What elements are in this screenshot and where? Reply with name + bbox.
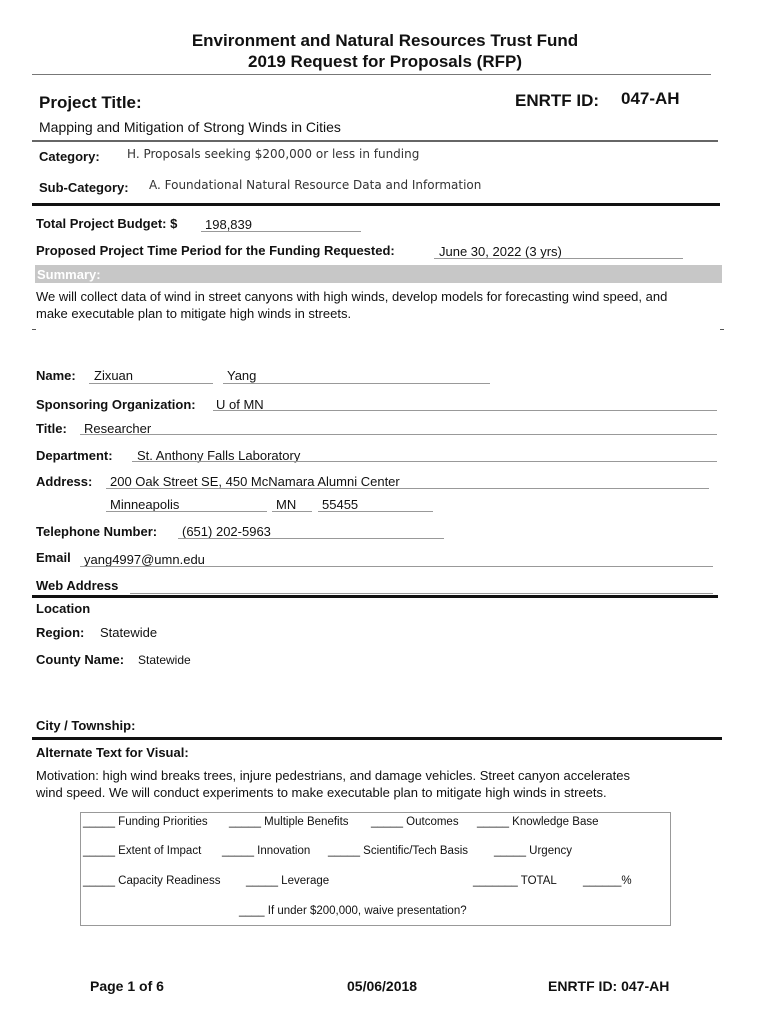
footer-enrtf-id: ENRTF ID: 047-AH xyxy=(548,978,670,994)
address-underline xyxy=(106,488,709,489)
phone-underline xyxy=(178,538,444,539)
budget-value: 198,839 xyxy=(205,217,252,232)
email-label: Email xyxy=(36,550,71,565)
category-label: Category: xyxy=(39,149,100,164)
email-value: yang4997@umn.edu xyxy=(84,552,205,567)
web-address-label: Web Address xyxy=(36,578,119,593)
zip-value: 55455 xyxy=(322,497,359,512)
budget-underline xyxy=(201,231,361,232)
email-underline xyxy=(80,566,713,567)
org-underline xyxy=(213,410,717,411)
subcategory-label: Sub-Category: xyxy=(39,180,129,195)
location-heading: Location xyxy=(36,601,91,616)
region-value: Statewide xyxy=(100,625,158,640)
first-name-value: Zixuan xyxy=(94,368,134,383)
criteria-percent: ______% xyxy=(583,875,632,887)
criteria-extent-of-impact: _____ Extent of Impact xyxy=(83,845,202,857)
org-value: U of MN xyxy=(216,397,264,412)
category-rule xyxy=(32,203,720,206)
enrtf-id-label: ENRTF ID: xyxy=(515,91,600,110)
period-underline xyxy=(434,258,683,259)
address-label: Address: xyxy=(36,474,93,489)
county-label: County Name: xyxy=(36,652,125,667)
alt-text-label: Alternate Text for Visual: xyxy=(36,745,189,760)
footer-page-number: Page 1 of 6 xyxy=(90,978,164,994)
criteria-innovation: _____ Innovation xyxy=(222,845,311,857)
period-value: June 30, 2022 (3 yrs) xyxy=(439,244,562,259)
project-title-label: Project Title: xyxy=(39,93,142,112)
criteria-capacity-readiness: _____ Capacity Readiness xyxy=(83,875,221,887)
summary-tick-left xyxy=(32,329,36,330)
contact-rule xyxy=(32,595,718,598)
category-value: H. Proposals seeking $200,000 or less in funding xyxy=(127,147,420,161)
summary-tick-right xyxy=(720,329,724,330)
department-label: Department: xyxy=(36,448,113,463)
criteria-leverage: _____ Leverage xyxy=(246,875,330,887)
criteria-scientific-basis: _____ Scientific/Tech Basis xyxy=(328,845,468,857)
last-name-underline xyxy=(223,383,490,384)
period-label: Proposed Project Time Period for the Funding Requested: xyxy=(36,243,395,258)
city-value: Minneapolis xyxy=(110,497,180,512)
phone-label: Telephone Number: xyxy=(36,524,158,539)
criteria-total: _______ TOTAL xyxy=(473,875,557,887)
department-value: St. Anthony Falls Laboratory xyxy=(137,448,301,463)
document-subtitle: 2019 Request for Proposals (RFP) xyxy=(248,52,522,71)
phone-value: (651) 202-5963 xyxy=(182,524,271,539)
org-label: Sponsoring Organization: xyxy=(36,397,196,412)
document-title: Environment and Natural Resources Trust Fund xyxy=(191,31,579,50)
first-name-underline xyxy=(89,383,213,384)
criteria-multiple-benefits: _____ Multiple Benefits xyxy=(229,816,349,828)
summary-label: Summary: xyxy=(37,267,101,282)
criteria-outcomes: _____ Outcomes xyxy=(371,816,459,828)
alt-text-line-1: Motivation: high wind breaks trees, injure pedestrians, and damage vehicles. Street canyon accelerates xyxy=(36,768,630,783)
state-value: MN xyxy=(276,497,297,512)
summary-bar xyxy=(35,265,722,283)
web-address-underline xyxy=(130,593,713,594)
summary-line-2: make executable plan to mitigate high winds in streets. xyxy=(36,306,352,321)
alt-text-line-2: wind speed. We will conduct experiments to make executable plan to mitigate high winds in streets. xyxy=(36,785,607,800)
criteria-funding-priorities: _____ Funding Priorities xyxy=(83,816,208,828)
summary-line-1: We will collect data of wind in street canyons with high winds, develop models for forecasting wind speed, and xyxy=(36,289,668,304)
budget-label: Total Project Budget: $ xyxy=(36,216,178,231)
title-rule xyxy=(32,140,718,142)
city-township-label: City / Township: xyxy=(36,718,136,733)
title-value: Researcher xyxy=(84,421,152,436)
enrtf-id-value: 047-AH xyxy=(621,89,680,108)
criteria-knowledge-base: _____ Knowledge Base xyxy=(477,816,599,828)
region-label: Region: xyxy=(36,625,85,640)
criteria-urgency: _____ Urgency xyxy=(494,845,572,857)
county-value: Statewide xyxy=(138,653,191,667)
title-underline xyxy=(80,434,717,435)
location-rule xyxy=(32,737,722,740)
subcategory-value: A. Foundational Natural Resource Data and Information xyxy=(149,178,482,192)
city-underline xyxy=(106,511,267,512)
department-underline xyxy=(132,461,717,462)
name-label: Name: xyxy=(36,368,76,383)
criteria-waive-presentation: ____ If under $200,000, waive presentation? xyxy=(239,905,467,917)
last-name-value: Yang xyxy=(227,368,257,383)
footer-date: 05/06/2018 xyxy=(347,978,418,994)
state-underline xyxy=(272,511,312,512)
project-title-value: Mapping and Mitigation of Strong Winds in Cities xyxy=(39,119,341,135)
title-label: Title: xyxy=(36,421,67,436)
zip-underline xyxy=(318,511,433,512)
header-rule xyxy=(32,74,711,75)
address-line-1: 200 Oak Street SE, 450 McNamara Alumni Center xyxy=(110,474,400,489)
